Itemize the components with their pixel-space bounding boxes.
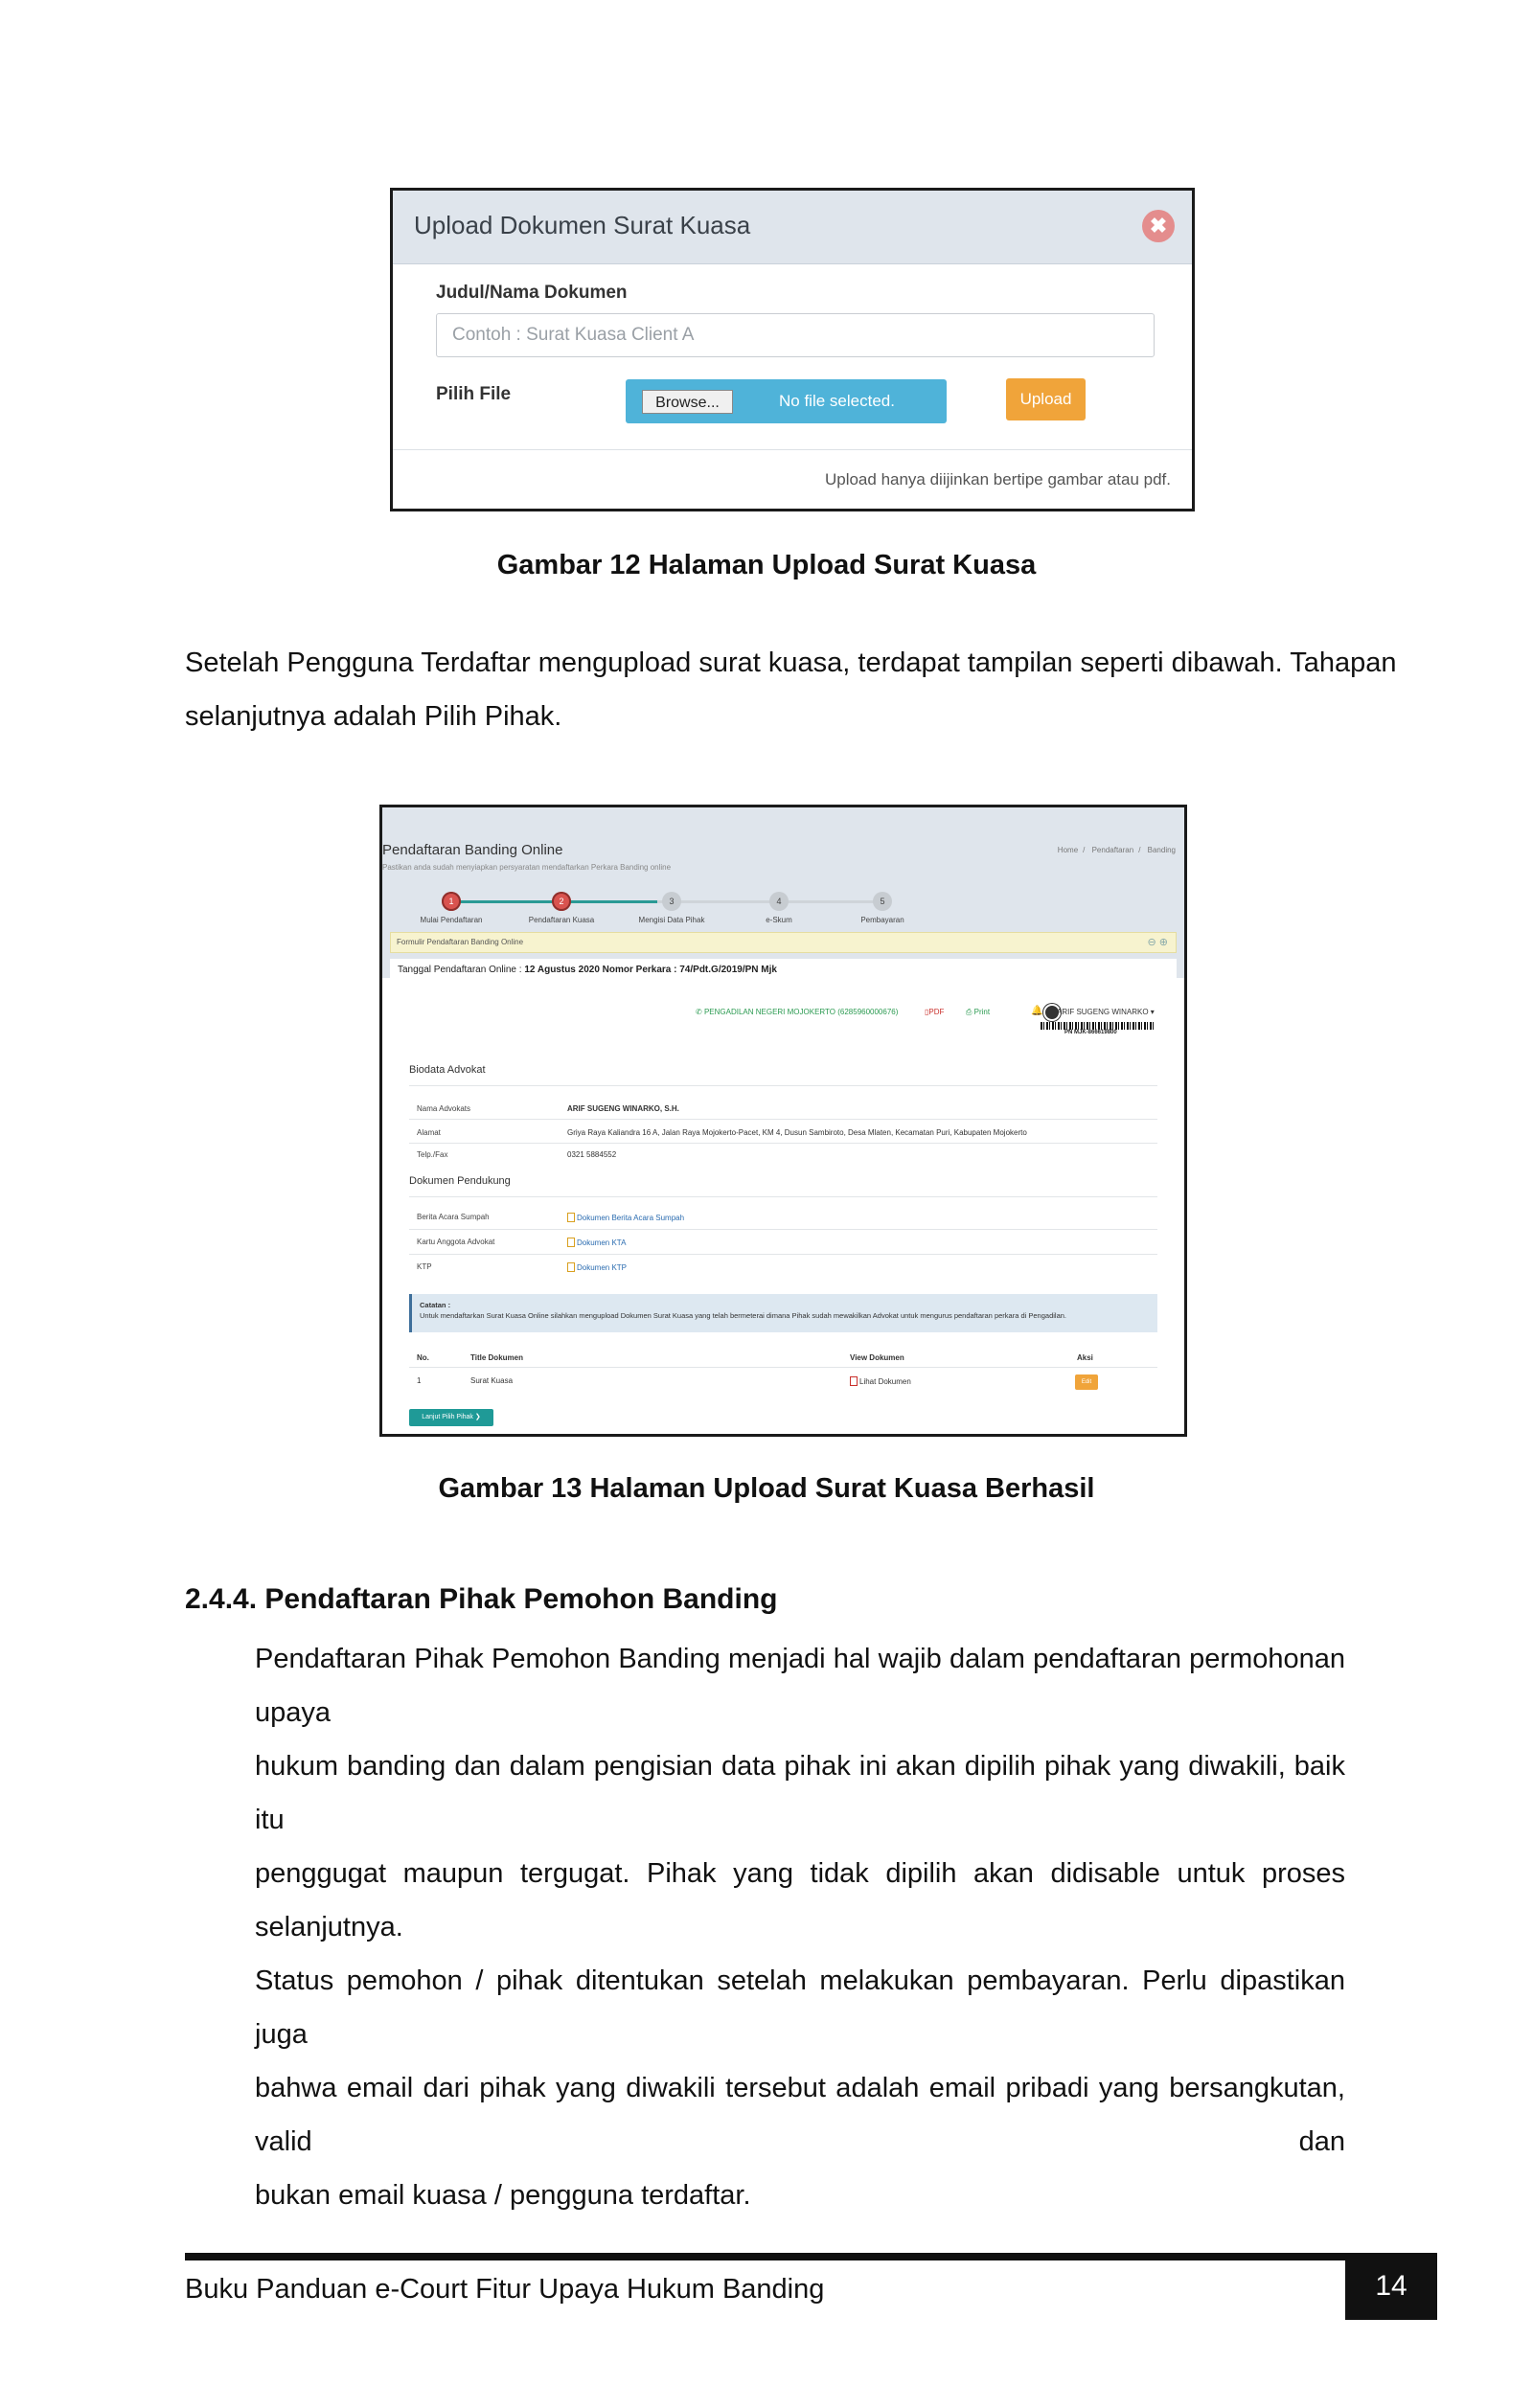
step-4[interactable] (736, 892, 822, 924)
breadcrumb-home[interactable]: Home (1057, 846, 1079, 854)
file-picker[interactable] (626, 379, 947, 423)
view-document-link[interactable] (850, 1376, 911, 1386)
divider (409, 1196, 1157, 1197)
docs-heading: Dokumen Pendukung (409, 1175, 511, 1187)
doc-link-text: Dokumen KTP (577, 1263, 628, 1272)
doc-link-text: Dokumen Berita Acara Sumpah (577, 1214, 685, 1222)
section-line: hukum banding dan dalam pengisian data pihak ini akan dipilih pihak yang diwakili, baik itu (255, 1751, 1345, 1835)
next-choose-party-button[interactable]: Lanjut Pilih Pihak ❯ (409, 1409, 493, 1426)
step-4-label: e-Skum (766, 916, 792, 924)
step-1-label: Mulai Pendaftaran (420, 916, 483, 924)
court-contact-text: PENGADILAN NEGERI MOJOKERTO (6285960000676) (703, 1008, 899, 1016)
page-number: 14 (1345, 2253, 1437, 2320)
section-line: bahwa email dari pihak yang diwakili tersebut adalah email pribadi yang bersangkutan, valid dan (255, 2073, 1345, 2157)
pdf-link[interactable]: ▯PDF (925, 1008, 945, 1016)
pdf-icon (850, 1376, 858, 1386)
step-5[interactable] (839, 892, 926, 924)
biodata-value: ARIF SUGENG WINARKO, S.H. (567, 1104, 679, 1113)
upload-button[interactable]: Upload (1006, 378, 1086, 420)
biodata-value: Griya Raya Kaliandra 16 A, Jalan Raya Mojokerto-Pacet, KM 4, Dusun Sambiroto, Desa Mlaten, Kecamatan Puri, Kabupaten Mojokerto (567, 1128, 1027, 1137)
column-header-view: View Dokumen (850, 1353, 904, 1362)
court-contact[interactable]: ✆ PENGADILAN NEGERI MOJOKERTO (6285960000676) (696, 1008, 899, 1016)
step-1[interactable] (408, 892, 494, 924)
file-icon (567, 1262, 575, 1272)
footer-rule (185, 2253, 1392, 2260)
paragraph-1-line-2: selanjutnya adalah Pilih Pihak. (185, 701, 562, 732)
row-title: Surat Kuasa (470, 1376, 514, 1385)
figure-13-caption: Gambar 13 Halaman Upload Surat Kuasa Berhasil (438, 1473, 1095, 1504)
section-line: penggugat maupun tergugat. Pihak yang tidak dipilih akan didisable untuk proses selanjutnya. (255, 1858, 1345, 1942)
step-2-label: Pendaftaran Kuasa (528, 916, 595, 924)
doc-name-label: Judul/Nama Dokumen (436, 283, 628, 303)
paragraph-1-line-1: Setelah Pengguna Terdaftar mengupload surat kuasa, terdapat tampilan seperti dibawah. Tahapan (185, 647, 1397, 678)
divider (409, 1367, 1157, 1368)
form-title: Formulir Pendaftaran Banding Online (397, 938, 524, 946)
collapse-icon[interactable]: ⊖ ⊕ (1147, 937, 1168, 948)
doc-key: Kartu Anggota Advokat (417, 1238, 495, 1246)
divider (409, 1143, 1157, 1144)
doc-link[interactable] (567, 1213, 684, 1222)
doc-link-text: Dokumen KTA (577, 1238, 627, 1247)
divider (409, 1254, 1157, 1255)
step-1-dot: 1 (442, 892, 461, 911)
section-line: Pendaftaran Pihak Pemohon Banding menjadi hal wajib dalam pendaftaran permohonan upaya (255, 1644, 1345, 1728)
file-icon (567, 1238, 575, 1247)
upload-note: Upload hanya diijinkan bertipe gambar atau pdf. (824, 470, 1171, 488)
biodata-heading: Biodata Advokat (409, 1064, 486, 1076)
user-menu[interactable]: ARIF SUGENG WINARKO ▾ (1057, 1008, 1155, 1016)
note-box (409, 1294, 1157, 1332)
note-text: Untuk mendaftarkan Surat Kuasa Online silahkan mengupload Dokumen Surat Kuasa yang telah bermeterai dimana Pihak sudah mewakilkan Advokat untuk mengurus pendaftaran perkara di Pengadilan. (420, 1311, 1066, 1320)
section-line: bukan email kuasa / pengguna terdaftar. (255, 2180, 751, 2211)
registration-info (390, 959, 1177, 982)
doc-key: Berita Acara Sumpah (417, 1213, 490, 1221)
biodata-key: Alamat (417, 1128, 441, 1137)
doc-key: KTP (417, 1262, 432, 1271)
browse-button[interactable]: Browse... (642, 390, 733, 414)
step-2-dot: 2 (552, 892, 571, 911)
column-header-action: Aksi (1077, 1353, 1093, 1362)
registration-detail: 12 Agustus 2020 Nomor Perkara : 74/Pdt.G/2019/PN Mjk (524, 965, 777, 975)
step-3-label: Mengisi Data Pihak (638, 916, 705, 924)
modal-header (393, 191, 1192, 264)
pdf-text: PDF (928, 1008, 945, 1016)
doc-name-input[interactable] (436, 313, 1155, 357)
close-icon[interactable]: ✖ (1142, 210, 1175, 242)
step-4-dot: 4 (769, 892, 789, 911)
modal-footer-divider (393, 449, 1192, 450)
file-status: No file selected. (779, 392, 895, 410)
column-header-title: Title Dokumen (470, 1353, 523, 1362)
section-line: Status pemohon / pihak ditentukan setelah melakukan pembayaran. Perlu dipastikan juga (255, 1965, 1345, 2050)
print-link[interactable]: ⎙ Print (966, 1008, 991, 1016)
biodata-key: Telp./Fax (417, 1150, 448, 1159)
barcode-text: PN MJK-866619800 (1064, 1030, 1117, 1035)
upload-surat-kuasa-modal-figure (390, 188, 1195, 511)
divider (409, 1229, 1157, 1230)
figure-12-caption: Gambar 12 Halaman Upload Surat Kuasa (496, 550, 1037, 580)
step-5-dot: 5 (873, 892, 892, 911)
doc-link[interactable] (567, 1262, 627, 1272)
file-icon (567, 1213, 575, 1222)
page-subtitle: Pastikan anda sudah menyiapkan persyaratan mendaftarkan Perkara Banding online (382, 863, 672, 872)
step-2[interactable] (518, 892, 605, 924)
section-heading: 2.4.4. Pendaftaran Pihak Pemohon Banding (185, 1583, 778, 1615)
biodata-value: 0321 5884552 (567, 1150, 617, 1159)
divider (409, 1119, 1157, 1120)
step-3-dot: 3 (662, 892, 681, 911)
upload-success-screenshot-figure (379, 805, 1187, 1437)
doc-link[interactable] (567, 1238, 626, 1247)
section-body (255, 1632, 1345, 2222)
row-no: 1 (417, 1376, 422, 1385)
print-text: Print (973, 1008, 991, 1016)
step-5-label: Pembayaran (860, 916, 904, 924)
breadcrumb-banding[interactable]: Banding (1147, 846, 1176, 854)
column-header-no: No. (417, 1353, 429, 1362)
biodata-key: Nama Advokats (417, 1104, 471, 1113)
breadcrumb-pendaftaran[interactable]: Pendaftaran (1091, 846, 1134, 854)
registration-prefix: Tanggal Pendaftaran Online : (398, 965, 525, 975)
divider (409, 1085, 1157, 1086)
file-label: Pilih File (436, 384, 512, 404)
page-header-area (382, 807, 1184, 978)
view-document-text: Lihat Dokumen (859, 1377, 911, 1386)
bell-icon[interactable]: 🔔 (1031, 1006, 1043, 1016)
user-name: ARIF SUGENG WINARKO (1057, 1008, 1149, 1016)
document-toolbar (382, 1004, 1184, 1023)
barcode-image (1041, 1022, 1155, 1030)
edit-button[interactable]: Edit (1075, 1374, 1098, 1390)
page-title: Pendaftaran Banding Online (382, 842, 563, 858)
note-title: Catatan : (420, 1301, 451, 1309)
footer-title: Buku Panduan e-Court Fitur Upaya Hukum Banding (185, 2274, 825, 2305)
step-3[interactable] (629, 892, 715, 924)
form-title-bar (390, 932, 1177, 953)
breadcrumb: Home / Pendaftaran / Banding (1057, 846, 1176, 854)
modal-title: Upload Dokumen Surat Kuasa (414, 211, 751, 239)
